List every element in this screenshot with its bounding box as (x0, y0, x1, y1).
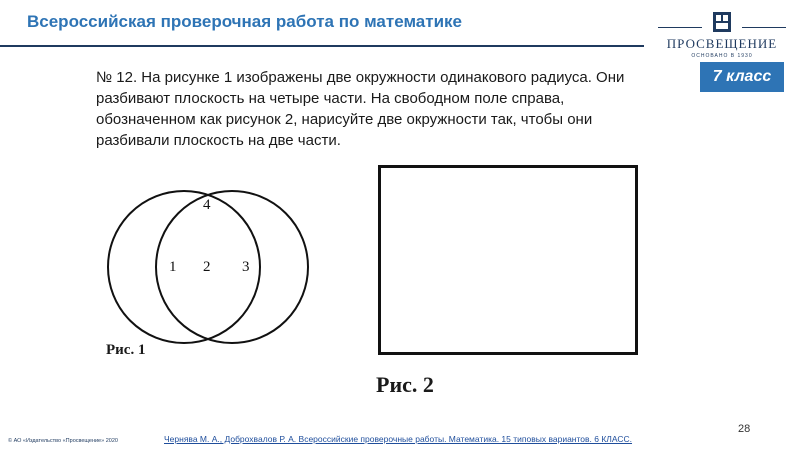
figure-1-caption: Рис. 1 (106, 342, 146, 358)
right-circle (156, 191, 308, 343)
publisher-logo-icon (710, 10, 734, 34)
logo-name: ПРОСВЕЩЕНИЕ (666, 36, 778, 51)
header-divider (0, 45, 644, 47)
region-label-3: 3 (242, 259, 250, 275)
region-label-4: 4 (203, 197, 211, 213)
region-label-1: 1 (169, 259, 177, 275)
figure-2-drawing-area[interactable] (378, 165, 638, 355)
grade-badge: 7 класс (700, 62, 784, 92)
region-label-2: 2 (203, 259, 211, 275)
source-link[interactable]: Чернява М. А., Доброхвалов Р. А. Всероссийские проверочные работы. Математика. 15 типовых вариантов. 6 КЛАСС. (164, 434, 633, 444)
logo-left-line (658, 27, 702, 28)
figure-2-caption: Рис. 2 (376, 372, 434, 397)
logo-right-line (742, 27, 786, 28)
left-circle (108, 191, 260, 343)
logo-subtitle: ОСНОВАНО В 1930 (691, 53, 753, 59)
task-text: № 12. На рисунке 1 изображены две окружности одинакового радиуса. Они разбивают плоскость на четыре части. На свободном поле справа, обозначенном как рисунок 2, нарисуйте две окружности так, чтобы они разбивали плоскость на две части. (96, 69, 625, 149)
copyright: © АО «Издательство «Просвещение» 2020 (8, 438, 118, 444)
page-title: Всероссийская проверочная работа по математике (27, 12, 462, 31)
page-number: 28 (738, 423, 751, 435)
publisher-logo (654, 8, 790, 58)
figure-1-circles (80, 188, 340, 368)
